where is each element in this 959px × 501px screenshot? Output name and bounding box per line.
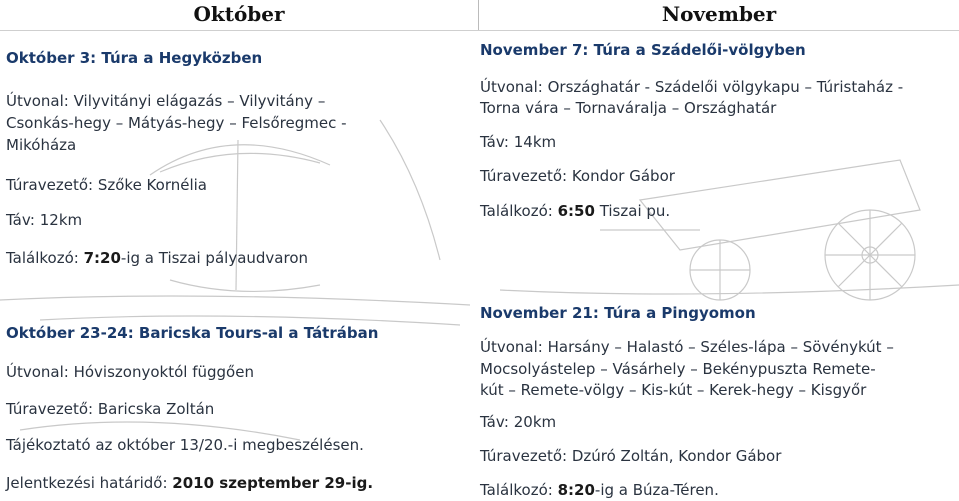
event-heading-nov-7: November 7: Túra a Szádelői-völgyben [480,41,806,59]
guide-text: Túravezető: Szőke Kornélia [6,176,207,194]
route-text: Útvonal: Hóviszonyoktól függően [6,363,254,381]
meeting-text: Találkozó: 7:20-ig a Tiszai pályaudvaron [6,249,309,267]
month-title-october: Október [193,2,285,26]
route-line: kút – Remete-völgy – Kis-kút – Kerek-hegy – Kisgyőr [480,381,867,399]
guide-text: Túravezető: Baricska Zoltán [6,400,215,418]
route-line: Útvonal: Harsány – Halastó – Széles-lápa – Sövénykút – [480,338,894,356]
guide-text: Túravezető: Dzúró Zoltán, Kondor Gábor [480,447,782,465]
info-text: Tájékoztató az október 13/20.-i megbeszélésen. [6,436,364,454]
deadline-text: Jelentkezési határidő: 2010 szeptember 29-ig. [6,474,374,492]
route-line: Mocsolyástelep – Vásárhely – Bekénypuszta Remete- [480,360,876,378]
month-title-november: November [661,2,777,26]
meeting-text: Találkozó: 6:50 Tiszai pu. [480,202,671,220]
guide-text: Túravezető: Kondor Gábor [480,167,675,185]
meeting-text: Találkozó: 8:20-ig a Búza-Téren. [480,481,719,499]
distance-text: Táv: 20km [480,413,557,431]
route-line: Torna vára – Tornaváralja – Országhatár [480,99,777,117]
route-line: Útvonal: Országhatár - Szádelői völgykapu – Túristaház - [480,78,904,96]
route-line: Útvonal: Vilyvitányi elágazás – Vilyvitány – [6,92,326,110]
route-line: Csonkás-hegy – Mátyás-hegy – Felsőregmec - [6,114,347,132]
distance-text: Táv: 12km [6,211,83,229]
header-rule [0,30,959,31]
route-line: Mikóháza [6,136,77,154]
distance-text: Táv: 14km [480,133,557,151]
event-heading-oct-3: Október 3: Túra a Hegyközben [6,49,263,67]
event-heading-nov-21: November 21: Túra a Pingyomon [480,304,756,322]
event-heading-oct-23: Október 23-24: Baricska Tours-al a Tátrában [6,324,379,342]
